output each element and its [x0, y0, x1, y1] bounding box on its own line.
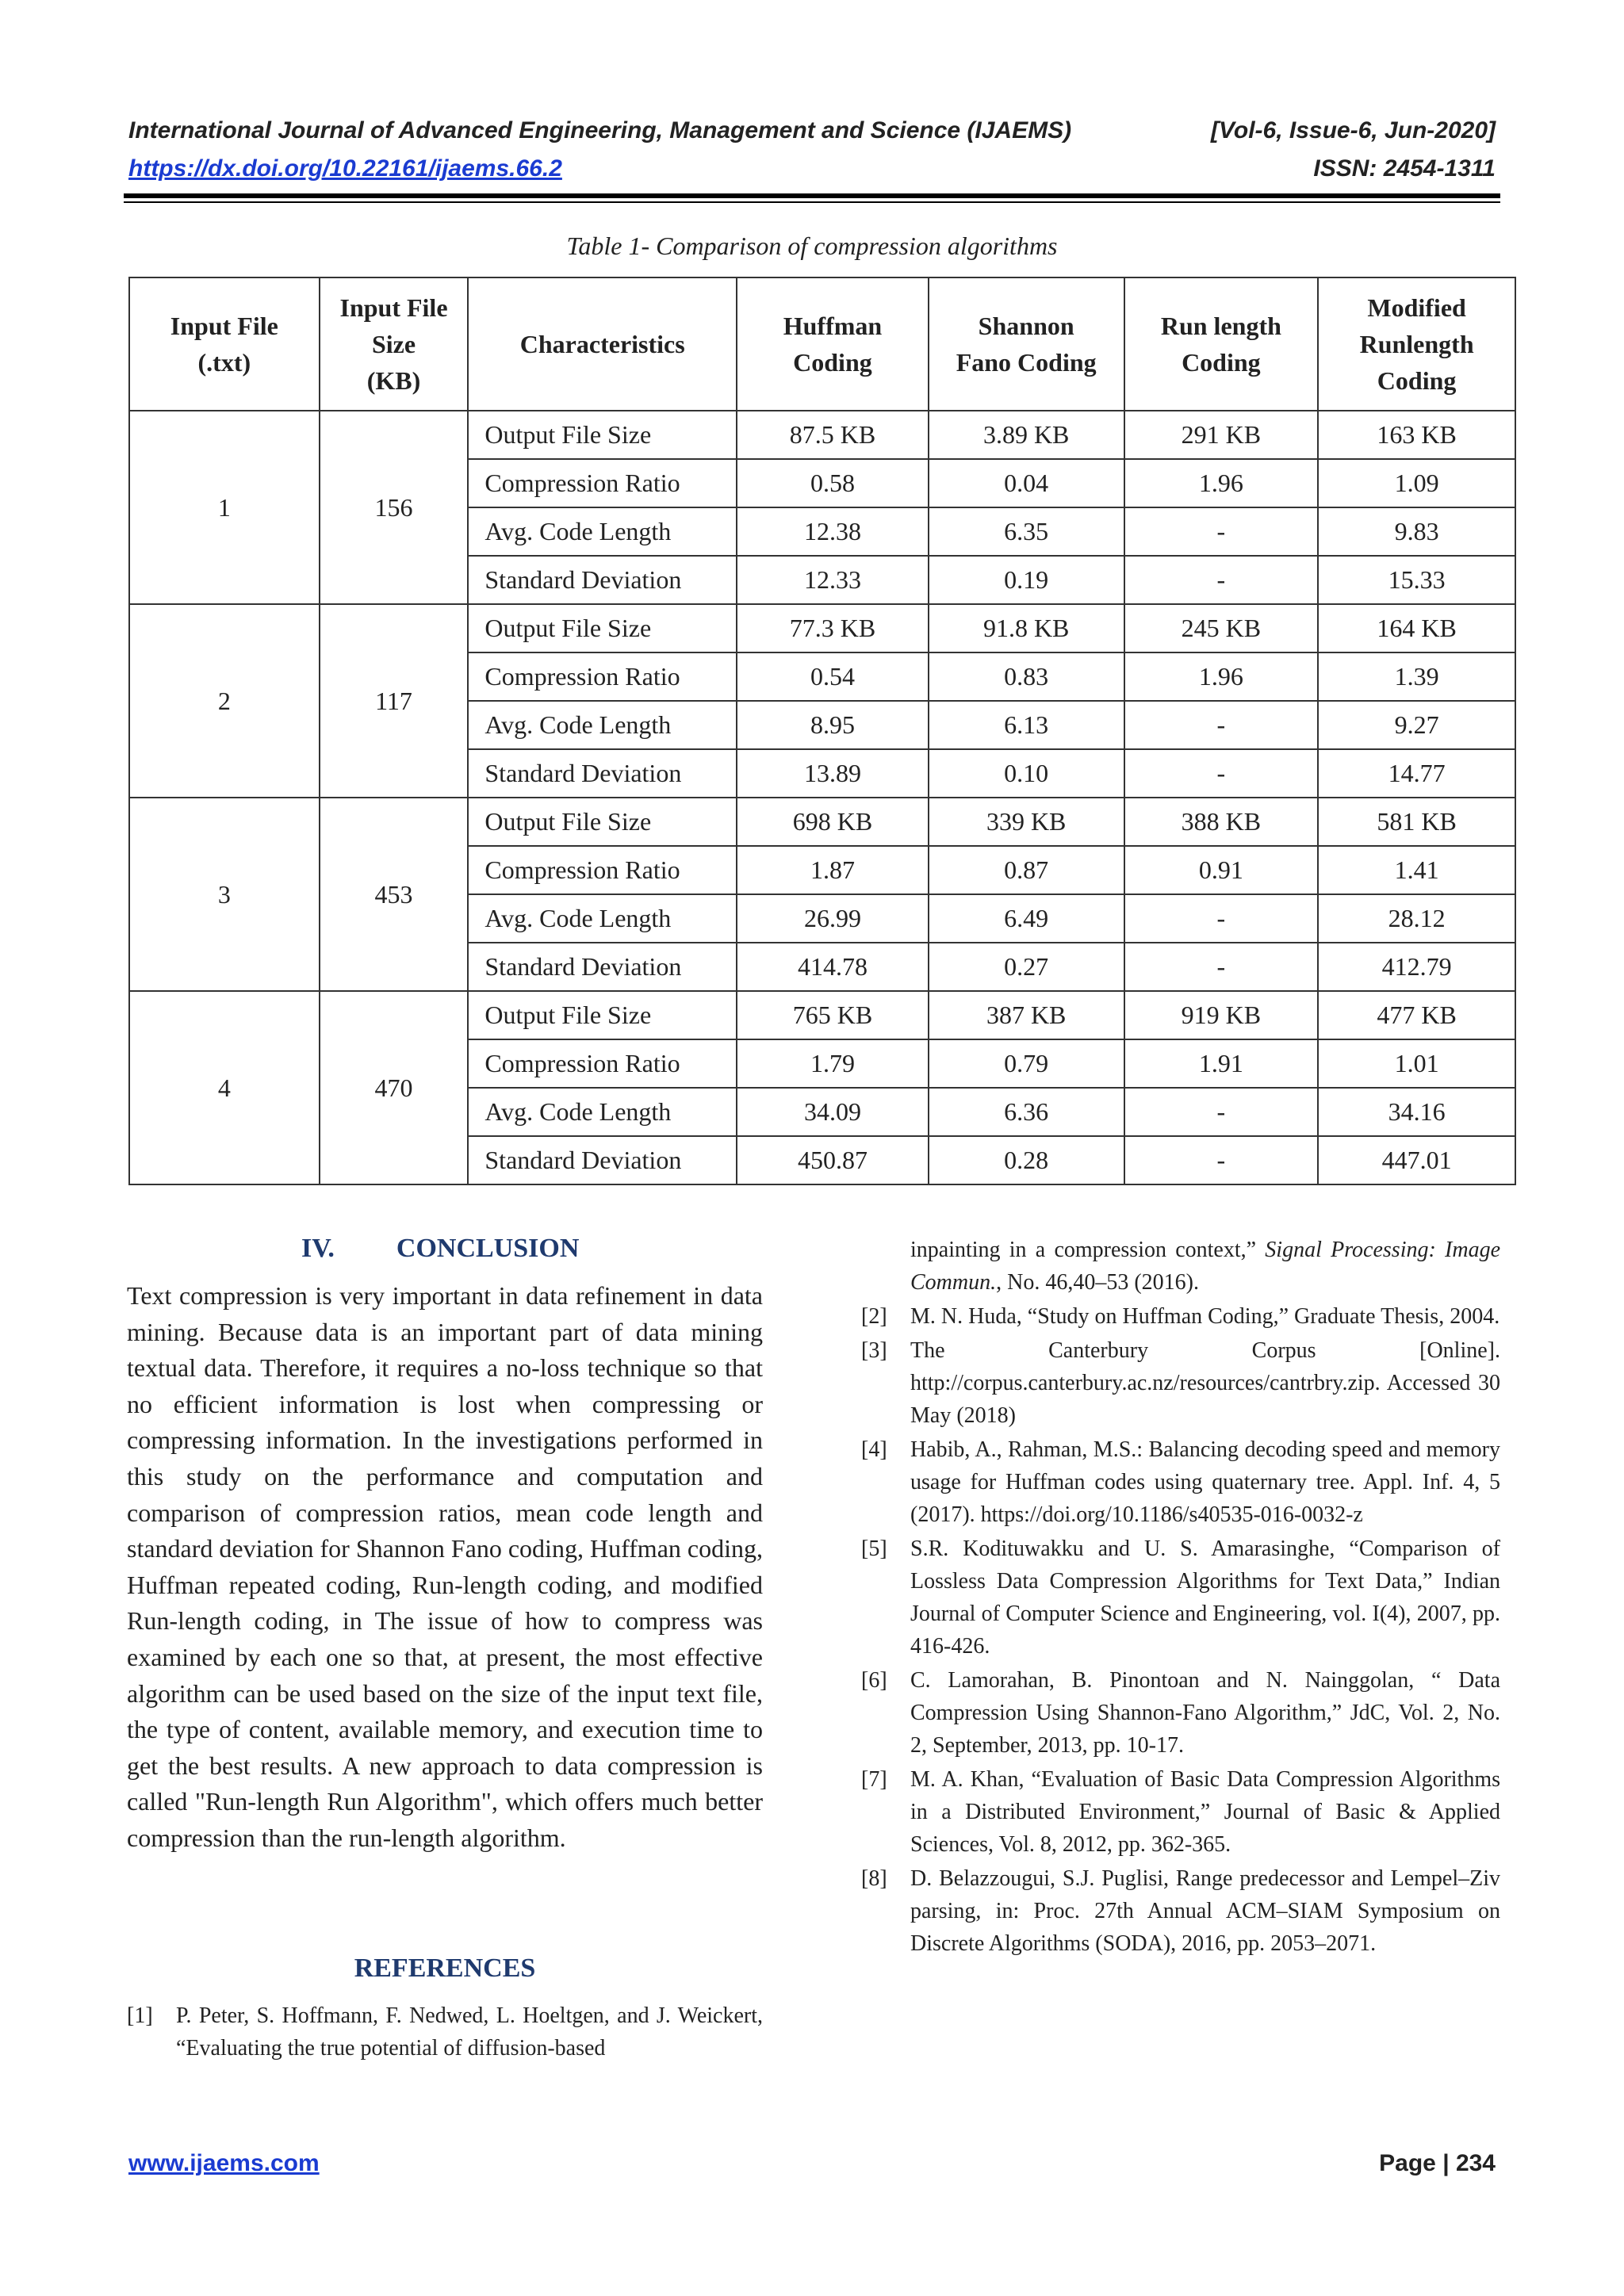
value-cell: 765 KB: [737, 991, 929, 1039]
value-cell: 6.36: [929, 1088, 1124, 1136]
value-cell: 6.49: [929, 894, 1124, 943]
characteristic-cell: Output File Size: [468, 411, 737, 459]
footer-page-number: [1379, 2150, 1496, 2177]
value-cell: 414.78: [737, 943, 929, 991]
input-size-cell: 470: [320, 991, 469, 1184]
value-cell: 919 KB: [1124, 991, 1319, 1039]
header-line: Input File: [170, 312, 278, 340]
page-separator: |: [1442, 2150, 1450, 2176]
characteristic-cell: Compression Ratio: [468, 652, 737, 701]
input-size-cell: 117: [320, 604, 469, 798]
volume-info: [Vol-6, Issue-6, Jun-2020]: [1210, 117, 1496, 144]
reference-item: [861, 1664, 1500, 1762]
value-cell: 6.35: [929, 507, 1124, 556]
header-line: Coding: [1182, 348, 1261, 377]
value-cell: 28.12: [1318, 894, 1515, 943]
input-file-cell: 2: [129, 604, 320, 798]
characteristic-cell: Output File Size: [468, 604, 737, 652]
value-cell: 12.38: [737, 507, 929, 556]
value-cell: 1.96: [1124, 459, 1319, 507]
value-cell: 13.89: [737, 749, 929, 798]
conclusion-text: Text compression is very important in data refinement in data mining. Because data is an important part of data mining textual data. Therefore, it requires a no-loss technique so that no efficient information is lost when compressing or compressing information. In the investigations performed in this study on the performance and computation and comparison of compression ratios, mean code length and standard deviation for Shannon Fano coding, Huffman coding, Huffman repeated coding, Run-length coding, and modified Run-length coding, in The issue of how to compress was examined by each one so that, at present, the most effective algorithm can be used based on the size of the input text file, the type of content, available memory, and execution time to get the best results. A new approach to data compression is called "Run-length Run Algorithm", which offers much better compression than the run-length algorithm.: [127, 1281, 763, 1852]
header-rule: [124, 193, 1500, 203]
value-cell: 388 KB: [1124, 798, 1319, 846]
value-cell: 291 KB: [1124, 411, 1319, 459]
value-cell: 0.87: [929, 846, 1124, 894]
header-line: Size: [371, 330, 416, 358]
reference-number: [1]: [127, 2003, 153, 2028]
characteristic-cell: Output File Size: [468, 798, 737, 846]
reference-text: P. Peter, S. Hoffmann, F. Nedwed, L. Hoeltgen, and J. Weickert, “Evaluating the true potential of diffusion-based: [176, 2003, 763, 2061]
header-input-size: [320, 277, 469, 411]
header-line: Runlength: [1359, 330, 1474, 358]
header-input-file: [129, 277, 320, 411]
value-cell: 164 KB: [1318, 604, 1515, 652]
value-cell: -: [1124, 1136, 1319, 1184]
reference-item: [861, 1300, 1500, 1333]
value-cell: 0.58: [737, 459, 929, 507]
conclusion-heading: [301, 1234, 579, 1264]
reference-number: [6]: [861, 1668, 887, 1693]
table-caption: Table 1- Comparison of compression algorithms: [566, 232, 1058, 260]
header-shannon: [929, 277, 1124, 411]
comparison-table: [128, 277, 1516, 1185]
header-modified: [1318, 277, 1515, 411]
table-row: [129, 604, 1515, 652]
header-line: Coding: [1377, 366, 1457, 395]
header-line: Huffman: [783, 312, 883, 340]
value-cell: 163 KB: [1318, 411, 1515, 459]
reference-item: [861, 1763, 1500, 1861]
characteristic-cell: Compression Ratio: [468, 846, 737, 894]
reference-continuation: [861, 1234, 1500, 1299]
value-cell: 387 KB: [929, 991, 1124, 1039]
reference-text: inpainting in a compression context,”: [910, 1238, 1266, 1262]
header-line: Run length: [1160, 312, 1281, 340]
value-cell: 9.83: [1318, 507, 1515, 556]
value-cell: -: [1124, 507, 1319, 556]
value-cell: 1.09: [1318, 459, 1515, 507]
characteristic-cell: Standard Deviation: [468, 556, 737, 604]
reference-text: D. Belazzougui, S.J. Puglisi, Range predecessor and Lempel–Ziv parsing, in: Proc. 27th Annual ACM–SIAM Symposium on Discrete Algorithms (SODA), 2016, pp. 2053–2071.: [910, 1866, 1500, 1956]
header-line: Coding: [793, 348, 872, 377]
characteristic-cell: Compression Ratio: [468, 459, 737, 507]
value-cell: 1.87: [737, 846, 929, 894]
section-number: IV.: [301, 1234, 335, 1263]
characteristic-cell: Avg. Code Length: [468, 894, 737, 943]
reference-text: The Canterbury Corpus [Online]. http://corpus.canterbury.ac.nz/resources/cantrbry.zip. Accessed 30 May (2018): [910, 1338, 1500, 1428]
input-file-cell: 3: [129, 798, 320, 991]
reference-number: [2]: [861, 1304, 887, 1329]
value-cell: 9.27: [1318, 701, 1515, 749]
value-cell: 34.16: [1318, 1088, 1515, 1136]
header-runlength: [1124, 277, 1319, 411]
value-cell: 447.01: [1318, 1136, 1515, 1184]
value-cell: 0.54: [737, 652, 929, 701]
value-cell: 1.79: [737, 1039, 929, 1088]
input-file-cell: 1: [129, 411, 320, 604]
value-cell: -: [1124, 943, 1319, 991]
reference-text: M. N. Huda, “Study on Huffman Coding,” Graduate Thesis, 2004.: [910, 1304, 1500, 1329]
value-cell: 12.33: [737, 556, 929, 604]
value-cell: 15.33: [1318, 556, 1515, 604]
issn: ISSN: 2454-1311: [1313, 155, 1496, 182]
value-cell: 0.28: [929, 1136, 1124, 1184]
characteristic-cell: Standard Deviation: [468, 749, 737, 798]
value-cell: 581 KB: [1318, 798, 1515, 846]
value-cell: 8.95: [737, 701, 929, 749]
value-cell: 14.77: [1318, 749, 1515, 798]
characteristic-cell: Avg. Code Length: [468, 507, 737, 556]
value-cell: 1.41: [1318, 846, 1515, 894]
value-cell: 698 KB: [737, 798, 929, 846]
characteristic-cell: Avg. Code Length: [468, 1088, 737, 1136]
references-heading: REFERENCES: [354, 1954, 536, 1983]
reference-item: [861, 1433, 1500, 1531]
value-cell: 1.39: [1318, 652, 1515, 701]
table-row: [129, 991, 1515, 1039]
header-line: (.txt): [197, 348, 251, 377]
value-cell: 0.04: [929, 459, 1124, 507]
header-line: Input File: [339, 293, 448, 322]
reference-number: [4]: [861, 1437, 887, 1462]
reference-item: [861, 1533, 1500, 1663]
value-cell: -: [1124, 556, 1319, 604]
value-cell: 77.3 KB: [737, 604, 929, 652]
references-right-column: [861, 1234, 1500, 1961]
journal-title: International Journal of Advanced Engineering, Management and Science (IJAEMS): [128, 117, 1072, 144]
doi-link[interactable]: https://dx.doi.org/10.22161/ijaems.66.2: [128, 155, 562, 182]
header-huffman: [737, 277, 929, 411]
reference-text: C. Lamorahan, B. Pinontoan and N. Nainggolan, “ Data Compression Using Shannon-Fano Algorithm,” JdC, Vol. 2, No. 2, September, 2013, pp. 10-17.: [910, 1668, 1500, 1758]
page-number: 234: [1455, 2150, 1496, 2176]
value-cell: 477 KB: [1318, 991, 1515, 1039]
input-size-cell: 453: [320, 798, 469, 991]
value-cell: 0.83: [929, 652, 1124, 701]
characteristic-cell: Avg. Code Length: [468, 701, 737, 749]
reference-journal: Signal Processing: Image Commun.: [910, 1238, 1501, 1295]
reference-text: S.R. Kodituwakku and U. S. Amarasinghe, “Comparison of Lossless Data Compression Algorithms for Text Data,” Indian Journal of Computer Science and Engineering, vol. I(4), 2007, pp. 416-426.: [910, 1536, 1500, 1659]
value-cell: 3.89 KB: [929, 411, 1124, 459]
references-left-column: [127, 1999, 763, 2066]
table-body: [129, 411, 1515, 1184]
value-cell: 1.91: [1124, 1039, 1319, 1088]
reference-item: [127, 1999, 763, 2064]
characteristic-cell: Compression Ratio: [468, 1039, 737, 1088]
table-row: [129, 798, 1515, 846]
characteristic-cell: Standard Deviation: [468, 943, 737, 991]
header-characteristics: Characteristics: [468, 277, 737, 411]
reference-number: [7]: [861, 1767, 887, 1792]
value-cell: 91.8 KB: [929, 604, 1124, 652]
reference-text: Habib, A., Rahman, M.S.: Balancing decoding speed and memory usage for Huffman codes using quaternary tree. Appl. Inf. 4, 5 (2017). https://doi.org/10.1186/s40535-016-0032-z: [910, 1437, 1500, 1527]
header-line: (KB): [366, 366, 421, 395]
table-header-row: [129, 277, 1515, 411]
value-cell: -: [1124, 749, 1319, 798]
reference-item: [861, 1334, 1500, 1432]
value-cell: 6.13: [929, 701, 1124, 749]
header-line: Fano Coding: [956, 348, 1097, 377]
value-cell: 1.96: [1124, 652, 1319, 701]
page-label: Page: [1379, 2150, 1436, 2176]
value-cell: 0.27: [929, 943, 1124, 991]
value-cell: 34.09: [737, 1088, 929, 1136]
value-cell: 339 KB: [929, 798, 1124, 846]
value-cell: -: [1124, 1088, 1319, 1136]
input-file-cell: 4: [129, 991, 320, 1184]
reference-number: [8]: [861, 1866, 887, 1891]
reference-number: [3]: [861, 1338, 887, 1363]
value-cell: 26.99: [737, 894, 929, 943]
value-cell: -: [1124, 701, 1319, 749]
value-cell: 0.19: [929, 556, 1124, 604]
value-cell: 0.91: [1124, 846, 1319, 894]
value-cell: 0.10: [929, 749, 1124, 798]
value-cell: -: [1124, 894, 1319, 943]
input-size-cell: 156: [320, 411, 469, 604]
value-cell: 87.5 KB: [737, 411, 929, 459]
value-cell: 0.79: [929, 1039, 1124, 1088]
reference-item: [861, 1862, 1500, 1960]
header-line: Modified: [1367, 293, 1466, 322]
value-cell: 412.79: [1318, 943, 1515, 991]
reference-text: , No. 46,40–53 (2016).: [996, 1270, 1199, 1295]
reference-number: [5]: [861, 1536, 887, 1561]
header-line: Shannon: [978, 312, 1074, 340]
footer-website-link[interactable]: www.ijaems.com: [128, 2150, 320, 2176]
section-title: CONCLUSION: [396, 1234, 580, 1263]
characteristic-cell: Output File Size: [468, 991, 737, 1039]
value-cell: 245 KB: [1124, 604, 1319, 652]
value-cell: 450.87: [737, 1136, 929, 1184]
value-cell: 1.01: [1318, 1039, 1515, 1088]
table-row: [129, 411, 1515, 459]
reference-text: M. A. Khan, “Evaluation of Basic Data Compression Algorithms in a Distributed Environment,” Journal of Basic & Applied Sciences, Vol. 8, 2012, pp. 362-365.: [910, 1767, 1500, 1857]
characteristic-cell: Standard Deviation: [468, 1136, 737, 1184]
